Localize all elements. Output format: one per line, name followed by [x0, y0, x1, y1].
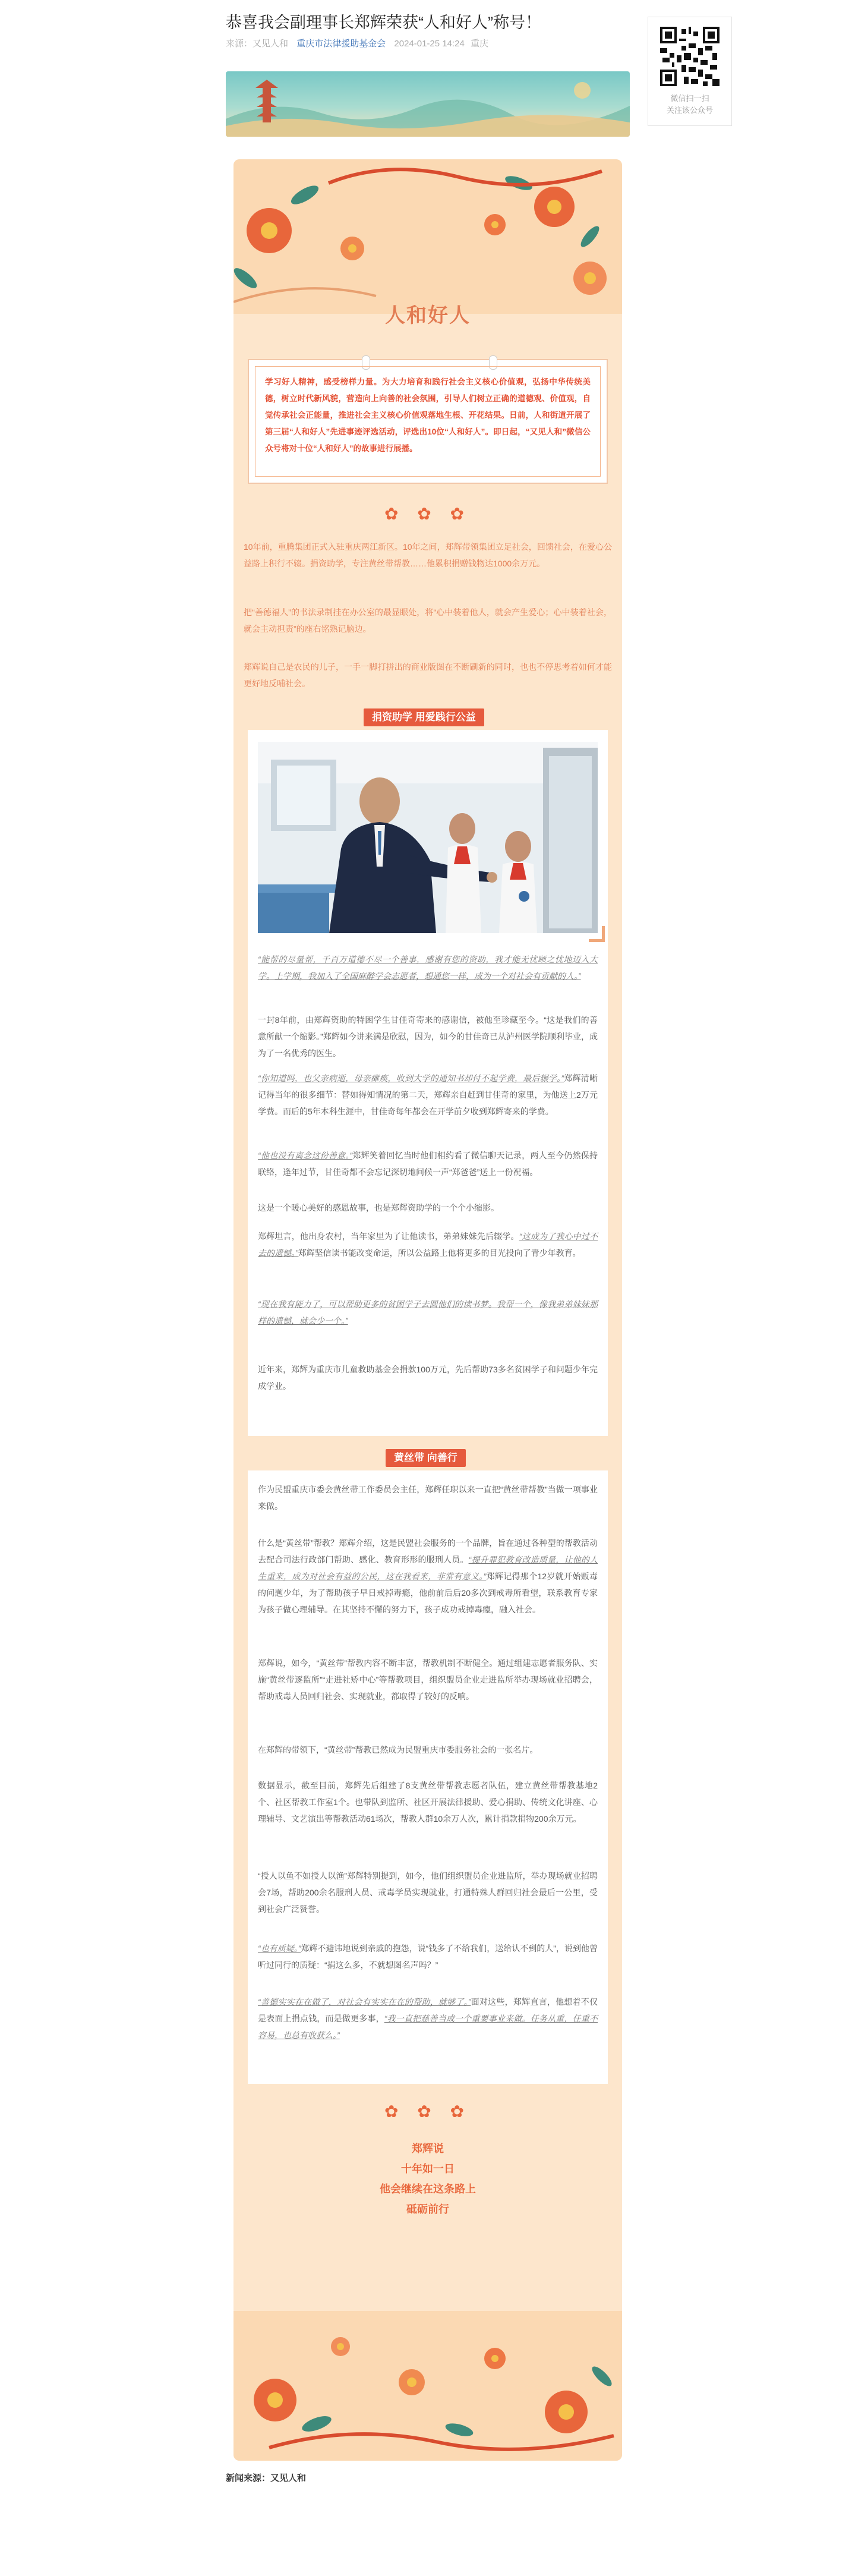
article-meta — [226, 37, 488, 49]
article-card — [233, 159, 622, 2461]
highlight-quote: “你知道吗，也父亲病逝，母亲瘫痪，收到大学的通知书却付不起学费，最后辗学。” — [258, 1073, 564, 1083]
closing-line: 他会继续在这条路上 — [380, 2183, 476, 2195]
floral-decoration-top — [233, 159, 622, 314]
qr-code-panel[interactable] — [648, 17, 732, 126]
paragraph — [258, 1070, 598, 1120]
closing-line: 十年如一日 — [401, 2163, 455, 2175]
highlight-quote: “现在我有能力了，可以帮助更多的贫困学子去圆他们的读书梦。我帮一个，像我弟弟妹妹那样的遗憾，就会少一个。” — [258, 1299, 598, 1325]
paragraph: 近年来，郑辉为重庆市儿童救助基金会捐款100万元，先后帮助73多名贫困学子和问题少年完成学业。 — [258, 1365, 598, 1391]
paragraph: 作为民盟重庆市委会黄丝带工作委员会主任，郑辉任职以来一直把“黄丝带帮教”当做一项事业来做。 — [258, 1485, 598, 1511]
photo-zhenghui-with-students — [258, 742, 598, 933]
publish-location: 重庆 — [471, 39, 489, 49]
paragraph: 10年前，重腾集团正式入驻重庆两江新区。10年之间，郑辉带领集团立足社会，回馈社会，在爱心公益路上积行不辍。捐资助学，专注黄丝带帮教……他累积捐赠钱物达1000余万元。 — [244, 542, 612, 568]
floral-decoration-bottom — [233, 2311, 622, 2461]
paragraph-text: 郑辉不避讳地说到亲戚的抱怨，说“钱多了不给我们，送给认不到的人”，说到他曾听过同行的质疑：“捐这么多，不就想图名声吗？” — [258, 1944, 598, 1970]
publish-date: 2024-01-25 14:24 — [394, 39, 465, 49]
section-panel-education — [248, 730, 608, 1436]
closing-line: 砥砺前行 — [406, 2203, 449, 2215]
quote — [258, 951, 598, 984]
author: 又见人和 — [253, 39, 289, 49]
highlight-quote: “我一直把慈善当成一个重要事业来做。任务从重，任重不容易，也总有收获么。” — [258, 2014, 598, 2040]
paragraph-text: 郑辉笑着回忆当时他们相约看了微信聊天记录，两人至今仍然保持联络，逢年过节，甘佳奇都不会忘记深切地问候一声“郑爸爸”送上一份祝福。 — [258, 1151, 598, 1177]
highlight-quote: “也有质疑。” — [258, 1944, 301, 1953]
paragraph-text: 什么是“黄丝带”帮教？郑辉介绍，这是民盟社会服务的一个品牌，旨在通过各种型的帮教活动去配合司法行政部门帮助、感化、教育形形的服刑人员。 — [258, 1538, 598, 1564]
highlight-quote: “能帮的尽量帮，千百万道德不尽一个善事，感谢有您的资助，我才能无忧顾之忧地迈入大学。上学期，我加入了全国麻醉学会志愿者，想通您一样，成为一个对社会有贡献的人。” — [258, 955, 598, 981]
header-banner-image — [226, 71, 630, 137]
quote — [258, 1296, 598, 1329]
paragraph-text: 郑辉记得那个12岁就开始贩毒的问题少年，为了帮助孩子早日戒掉毒瘾，他前前后后20多次到戒毒所看望，联系教育专家为孩子做心理辅导。在其坚持不懈的努力下，孩子成功戒掉毒瘾，融入社会。 — [258, 1572, 598, 1614]
highlight-quote: “提升罪犯教育改造质量，让他的人生重来，成为对社会有益的公民，这在我看来，非常有意义。” — [258, 1555, 598, 1581]
article-main-heading: 人和好人 — [385, 304, 471, 327]
paragraph: 郑辉说，如今，“黄丝带”帮教内容不断丰富，帮教机制不断健全。通过组建志愿者服务队、实施“黄丝带逐监所”“走进社矫中心”等帮教项目，组织盟员企业走进监所举办现场就业招聘会，帮助戒毒人员回归社会、实现就业，都取得了较好的反响。 — [258, 1658, 598, 1701]
paragraph: “授人以鱼不如授人以渔”郑辉特别提到，如今，他们组织盟员企业进监所，举办现场就业招聘会7场，帮助200余名服刑人员、戒毒学员实现就业，打通特殊人群回归社会最后一公里，受到社会广泛赞誉。 — [258, 1871, 598, 1914]
qr-code-icon — [660, 27, 720, 86]
paragraph-text: 郑辉坚信读书能改变命运，所以公益路上他将更多的目光投向了青少年教育。 — [298, 1248, 581, 1258]
source-label: 来源： — [226, 39, 253, 49]
org-link[interactable]: 重庆市法律援助基金会 — [296, 39, 386, 49]
article-title: 恭喜我会副理事长郑辉荣获“人和好人”称号！ — [226, 14, 541, 32]
paragraph: 把“善德福人”的书法录制挂在办公室的最显眼处，将“心中装着他人，就会产生爱心；心中装着社会，就会主动担责”的座右铭熟记脑边。 — [244, 607, 612, 634]
paragraph-text: 郑辉坦言，他出身农村，当年家里为了让他读书，弟弟妹妹先后辍学。 — [258, 1232, 519, 1241]
paragraph — [258, 1994, 598, 2043]
qr-caption-scan: 微信扫一扫 — [670, 94, 709, 103]
qr-caption-follow: 关注该公众号 — [666, 106, 713, 115]
closing-line: 郑辉说 — [412, 2143, 444, 2155]
section-tag-yellow-ribbon: 黄丝带 向善行 — [386, 1449, 466, 1467]
paragraph — [258, 1535, 598, 1618]
paragraph: 这是一个暖心美好的感恩故事，也是郑辉资助学的一个个小缩影。 — [258, 1203, 499, 1213]
paragraph: 郑辉说自己是农民的儿子，一手一脚打拼出的商业版图在不断刷新的同时，也也不停思考着如何才能更好地反哺社会。 — [244, 662, 612, 688]
section-panel-yellow-ribbon — [248, 1470, 608, 2084]
intro-box — [248, 359, 608, 484]
paragraph: 一封8年前，由郑辉资助的特困学生甘佳奇寄来的感谢信，被他至珍藏至今。“这是我们的善意所献一个缩影。”郑辉如今讲来满是欣慰，因为，如今的甘佳奇已从泸州医学院顺利毕业，成为了一名优秀的医生。 — [258, 1015, 598, 1058]
paragraph — [258, 1147, 598, 1180]
highlight-quote: “他也没有离念这份善意。” — [258, 1151, 353, 1160]
paragraph: 在郑辉的带领下，“黄丝带”帮教已然成为民盟重庆市委服务社会的一张名片。 — [258, 1745, 538, 1755]
intro-text: 学习好人精神，感受榜样力量。为大力培育和践行社会主义核心价值观，弘扬中华传统美德，树立时代新风貌，营造向上向善的社会氛围，引导人们树立正确的道德观、价值观，自觉传承社会正能量，推进社会主义核心价值观落地生根、开花结果。日前，人和街道开展了第三届“人和好人”先进事迹评选活动，评选出10位“人和好人”。即日起，“又见人和”微信公众号将对十位“人和好人”的故事进行展播。 — [265, 377, 591, 453]
paragraph: 数据显示，截至目前，郑辉先后组建了8支黄丝带帮教志愿者队伍，建立黄丝带帮教基地2个、社区帮教工作室1个。也带队到监所、社区开展法律援助、爱心捐助、传统文化讲座、心理辅导、文艺演出等帮教活动61场次，帮教人群10余万人次，累计捐款捐物200余万元。 — [258, 1781, 598, 1824]
news-source: 新闻来源：又见人和 — [226, 2473, 307, 2483]
paragraph-text: 面对这些，郑辉直言，他想着不仅是表面上捐点钱，而是做更多事， — [258, 1997, 598, 2023]
flower-divider: ✿ ✿ ✿ — [384, 2102, 471, 2121]
paragraph-text: 郑辉清晰记得当年的很多细节：替如得知情况的第二天，郑辉亲自赶到甘佳奇的家里，为他送上2万元学费。而后的5年本科生涯中，甘佳奇每年都会在开学前夕收到郑辉寄来的学费。 — [258, 1073, 598, 1116]
section-tag-education: 捐资助学 用爱践行公益 — [364, 708, 484, 726]
highlight-quote: “善德实实在在做了，对社会有实实在在的帮助，就够了。” — [258, 1997, 471, 2007]
highlight-quote: “这成为了我心中过不去的遗憾。” — [258, 1232, 598, 1258]
photo-corner-decoration — [589, 926, 605, 942]
paragraph — [258, 1228, 598, 1261]
paragraph — [258, 1940, 598, 1973]
flower-divider: ✿ ✿ ✿ — [384, 505, 471, 523]
